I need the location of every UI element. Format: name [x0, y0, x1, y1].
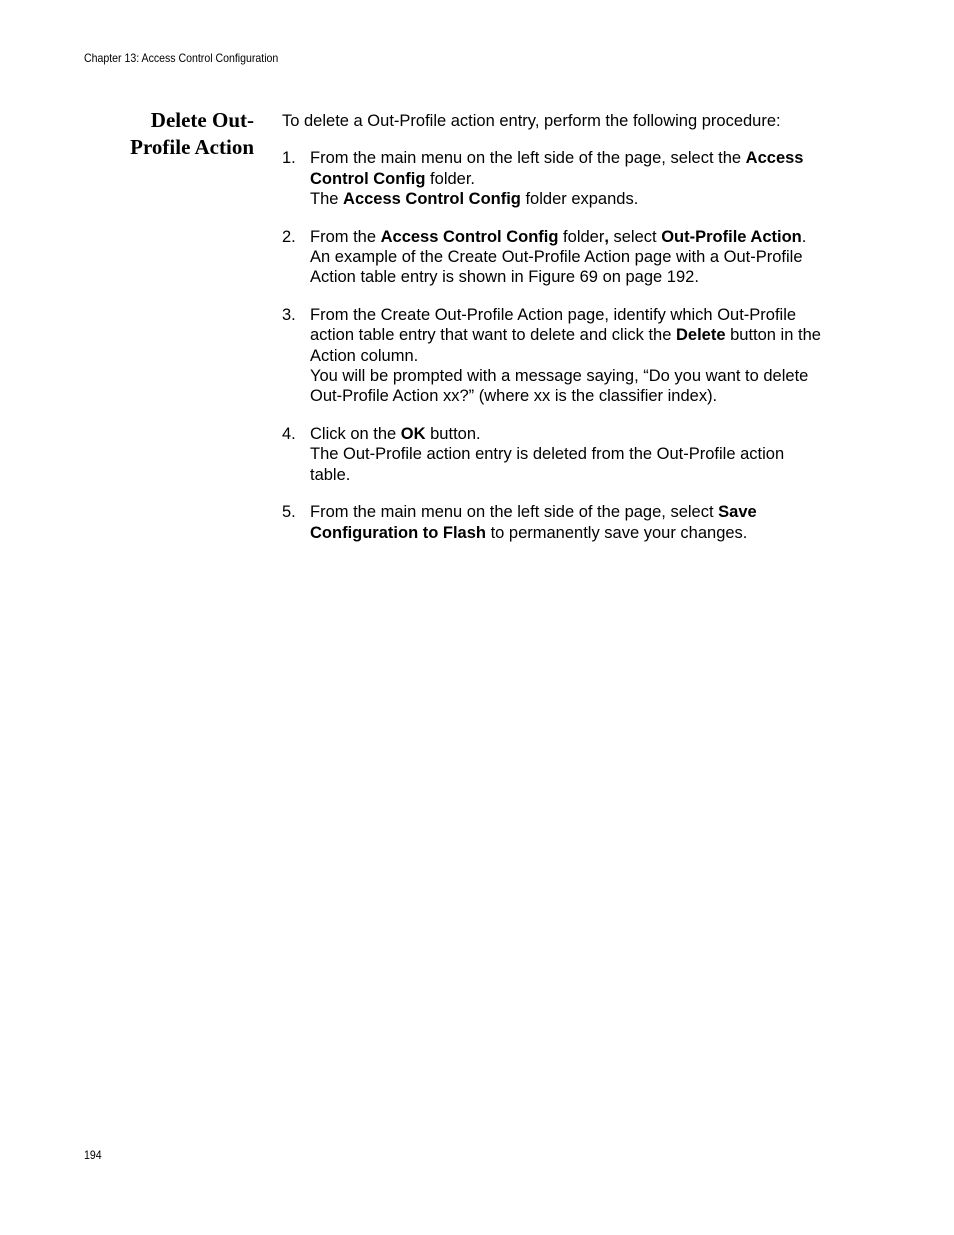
page-number: 194	[84, 1148, 102, 1162]
ui-term: Save	[718, 503, 757, 522]
text-run: The	[310, 189, 344, 208]
step-line	[310, 148, 852, 168]
step-number: 2.	[282, 227, 296, 246]
text-run: An example of the Create Out-Profile Action page with a Out-Profile	[310, 247, 803, 266]
step-line	[310, 386, 852, 406]
text-run: The Out-Profile action entry is deleted from the Out-Profile action	[310, 445, 785, 464]
step-line	[310, 366, 852, 386]
step-text	[310, 502, 852, 543]
step-line	[310, 189, 852, 209]
step-2	[282, 227, 852, 288]
step-text	[310, 227, 852, 288]
text-run: From the main menu on the left side of the page, select	[310, 503, 719, 522]
step-line	[310, 267, 852, 287]
step-number: 1.	[282, 149, 296, 168]
step-line	[310, 465, 852, 485]
text-run: select	[608, 227, 662, 246]
step-line	[310, 325, 852, 345]
text-run: From the	[310, 227, 381, 246]
bold-comma: ,	[604, 227, 609, 246]
step-number: 5.	[282, 503, 296, 522]
text-run: button in the	[725, 326, 821, 345]
step-line	[310, 227, 852, 247]
step-5	[282, 502, 852, 543]
text-run: From the main menu on the left side of the page, select the	[310, 149, 746, 168]
step-number: 3.	[282, 306, 296, 325]
section-heading	[100, 107, 254, 161]
step-line	[310, 305, 852, 325]
ui-term: Control Config	[310, 169, 426, 188]
step-1	[282, 148, 852, 209]
text-run: You will be prompted with a message saying, “Do you want to delete	[310, 366, 809, 385]
text-run: folder expands.	[520, 189, 639, 208]
section-heading-line-1: Delete Out-	[150, 108, 254, 132]
step-line	[310, 247, 852, 267]
text-run: .	[801, 227, 807, 246]
step-line	[310, 444, 852, 464]
text-run: Action column.	[310, 346, 419, 365]
text-run: From the Create Out-Profile Action page, identify which Out-Profile	[310, 306, 797, 325]
text-run: folder	[558, 227, 605, 246]
step-text	[310, 305, 852, 406]
ui-term: Configuration to Flash	[310, 523, 486, 542]
intro-paragraph: To delete a Out-Profile action entry, perform the following procedure:	[282, 112, 781, 130]
text-run: Click on the	[310, 425, 401, 444]
step-text	[310, 424, 852, 485]
section-heading-line-2: Profile Action	[130, 135, 254, 159]
ui-term: Out-Profile Action	[661, 227, 802, 246]
ui-term: Access Control Config	[380, 227, 559, 246]
procedure-steps	[282, 148, 852, 543]
step-line	[310, 523, 852, 543]
step-number: 4.	[282, 425, 296, 444]
text-run: table.	[310, 465, 351, 484]
text-run: to permanently save your changes.	[485, 523, 748, 542]
step-line	[310, 502, 852, 522]
body-column	[282, 111, 852, 561]
step-line	[310, 424, 852, 444]
ui-term: OK	[400, 425, 426, 444]
running-header: Chapter 13: Access Control Configuration	[84, 51, 279, 65]
text-run: folder.	[425, 169, 476, 188]
ui-term: Delete	[675, 326, 726, 345]
step-3	[282, 305, 852, 406]
step-text	[310, 148, 852, 209]
ui-term: Access Control Config	[343, 189, 521, 208]
step-line	[310, 346, 852, 366]
text-run: action table entry that want to delete and click the	[310, 326, 676, 345]
step-line	[310, 169, 852, 189]
step-4	[282, 424, 852, 485]
ui-term: Access	[745, 149, 804, 168]
text-run: Action table entry is shown in Figure 69 on page 192.	[310, 268, 699, 287]
text-run: button.	[425, 425, 481, 444]
text-run: Out-Profile Action xx?” (where xx is the classifier index).	[310, 387, 718, 406]
